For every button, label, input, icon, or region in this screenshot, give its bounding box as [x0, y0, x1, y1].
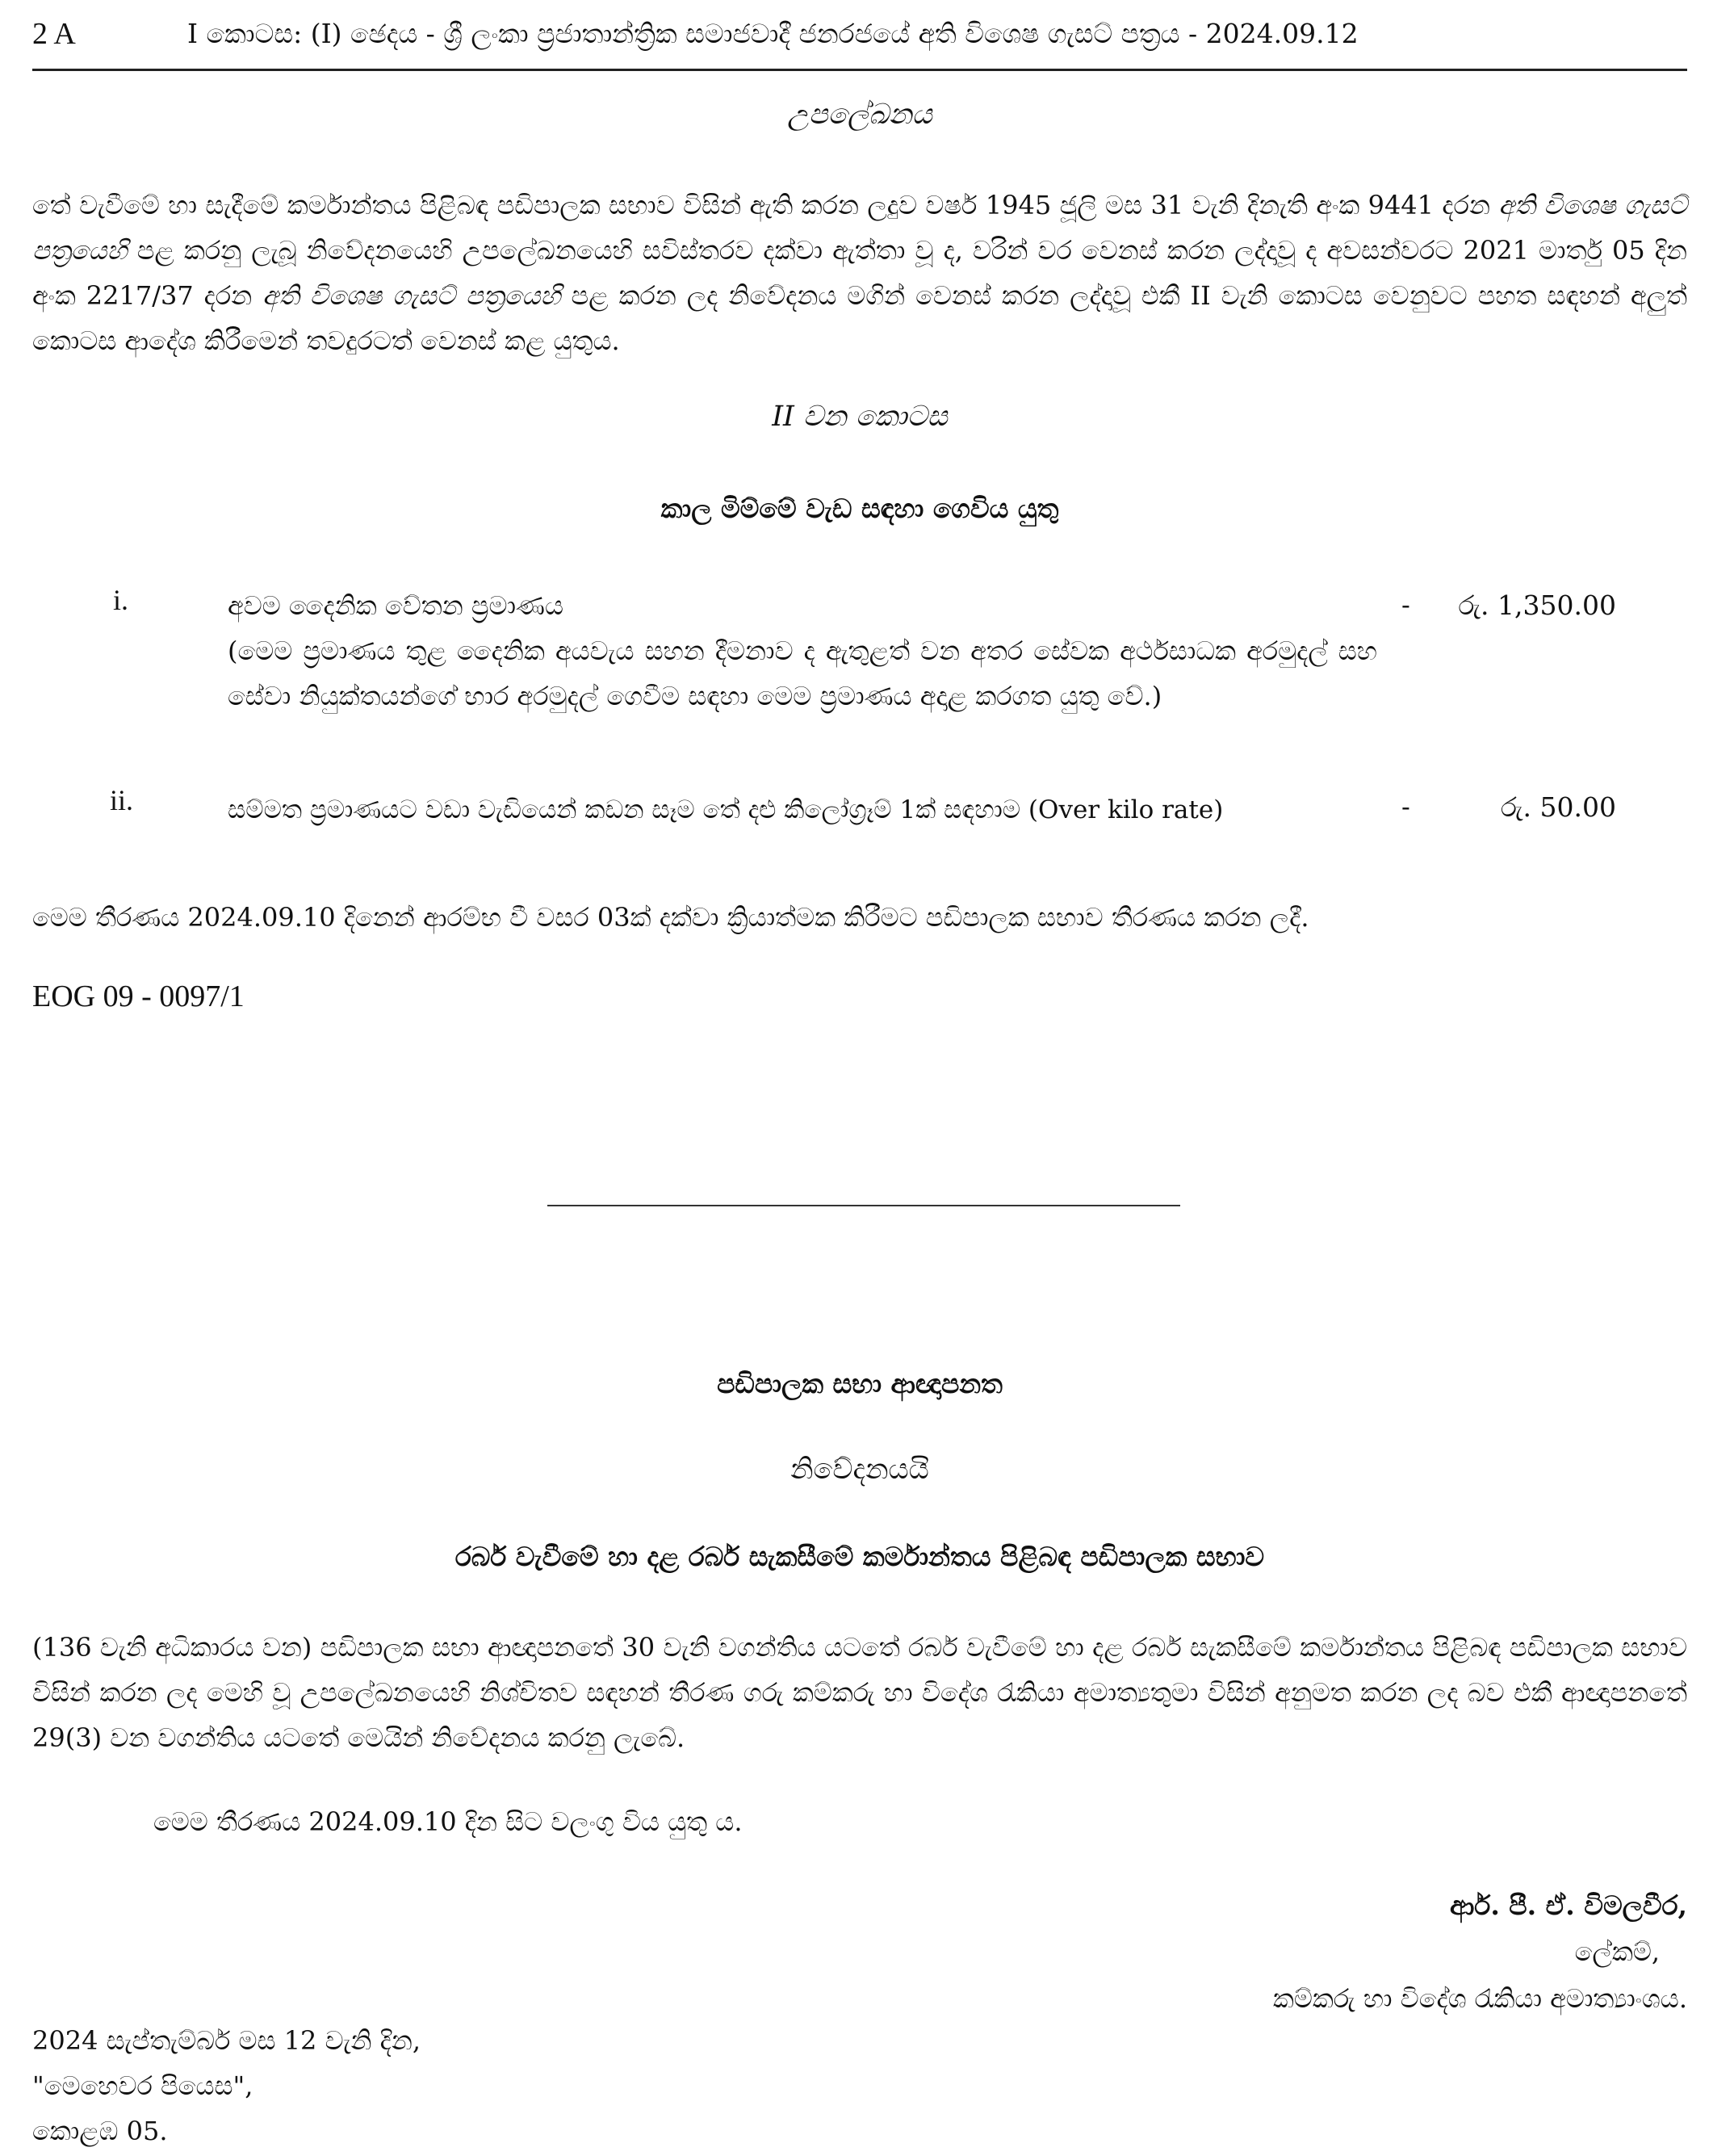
signatory-ministry: කම්කරු හා විදේශ රැකියා අමාත්‍යාංශය.: [1272, 1983, 1687, 2014]
intro-gazette-ref-1: අති විශෙෂ ගැසට් පත්‍රයෙහි: [32, 190, 1687, 266]
decision-text: මෙම තීරණය 2024.09.10 දිනෙන් ආරම්භ වී වසර 03ක් දක්වා ක්‍රියාත්මක කිරීමට පඩිපාලක සභාව තීරණය කරන ලදී.: [32, 902, 1309, 933]
item-dash: -: [1401, 589, 1410, 620]
sub-heading: කාල මිම්මේ වැඩ සඳහා ගෙවිය යුතු: [660, 493, 1059, 524]
signatory-name: ආර්. පී. ඒ. විමලවීර,: [1449, 1890, 1687, 1921]
item-note: (මෙම ප්‍රමාණය තුළ දෛනික අයවැය සහන දීමනාව ද ඇතුළත් වන අතර සේවක අර්ථසාධක අරමුදල් සහ සේවා නියුක්තයන්ගේ භාර අරමුදල් ගෙවීම සඳහා මෙම ප්‍රමාණය අදාළ කරගත යුතු වේ.): [228, 635, 1377, 711]
issue-city: කොළඹ 05.: [32, 2116, 168, 2146]
running-title: I කොටස: (I) ඡෙදය - ශ්‍රී ලංකා ප්‍රජාතාන්ත්‍රික සමාජවාදී ජනරජයේ අති විශෙෂ ගැසට් පත්‍රය - 2024.09.12: [187, 18, 1359, 49]
item-number: i.: [113, 584, 129, 616]
intro-text-2: පළ කරනු ලැබූ නිවේදනයෙහි උපලේඛනයෙහි සවිස්තරව දක්වා ඇත්තා වූ ද, වරින් වර වෙනස් කරන ලද්දාවූ ද අවසන්වරට 2021 මාර්තු 05 දින අංක 2217/37 දරන: [32, 235, 1687, 311]
issue-building: "මෙහෙවර පියෙස",: [32, 2070, 253, 2101]
schedule-heading: උපලේඛනය: [787, 99, 932, 131]
issue-date: 2024 සැප්තැම්බර් මස 12 වැනි දින,: [32, 2025, 421, 2056]
item-title: අවම දෛනික වේතන ප්‍රමාණය: [228, 590, 563, 621]
notice-subtitle: නිවේදනයයි: [790, 1453, 929, 1486]
page-number: 2 A: [32, 17, 76, 51]
item-amount: රු. 50.00: [1500, 791, 1616, 823]
section-divider: [547, 1205, 1180, 1206]
reference-number: EOG 09 - 0097/1: [32, 979, 245, 1013]
part-heading: II වන කොටස: [772, 401, 948, 433]
item-dash: -: [1401, 791, 1410, 822]
intro-text-1: තේ වැවීමේ හා සැදීමේ කර්මාන්තය පිළිබඳ පඩිපාලක සභාව විසින් ඇති කරන ලදුව වර්ෂ 1945 ජූලි මස 31 වැනි දිනැති අංක 9441 දරන: [32, 190, 1499, 220]
wages-board-name: රබර් වැවීමේ හා දළ රබර් සැකසීමේ කර්මාන්තය පිළිබඳ පඩිපාලක සභාව: [454, 1541, 1265, 1572]
notice-body: (136 වැනි අධිකාරය වන) පඩිපාලක සභා ආඥාපනතේ 30 වැනි වගන්තිය යටතේ රබර් වැවීමේ හා දළ රබර් සැකසීමේ කර්මාන්තය පිළිබඳ පඩිපාලක සභාව විසින් කරන ලද මෙහි වූ උපලේඛනයෙහි නිශ්චිතව සඳහන් තීරණ ගරු කම්කරු හා විදේශ රැකියා අමාත්‍යතුමා විසින් අනුමත කරන ලද බව එකී ආඥාපනතේ 29(3) වන වගන්තිය යටතේ මෙයින් නිවේදනය කරනු ලැබේ.: [32, 1632, 1687, 1753]
schedule-intro-paragraph: [32, 182, 1687, 363]
intro-text-3: පළ කරන ලද නිවේදනය මගින් වෙනස් කරන ලද්දාවූ එකී II වැනි කොටස වෙනුවට පහත සඳහන් අලුත් කොටස ආදේශ කිරීමෙන් තවදුරටත් වෙනස් කළ යුතුය.: [32, 280, 1687, 356]
item-amount: රු. 1,350.00: [1458, 589, 1616, 621]
intro-gazette-ref-2: අති විශෙෂ ගැසට් පත්‍රයෙහි: [262, 280, 561, 311]
header-rule: [32, 69, 1687, 71]
notice-title: පඩිපාලක සභා ආඥාපනත: [717, 1368, 1003, 1399]
validity-statement: මෙම තීරණය 2024.09.10 දින සිට වලංගු විය යුතු ය.: [153, 1806, 743, 1837]
item-title: සම්මත ප්‍රමාණයට වඩා වැඩියෙන් කඩන සෑම තේ දළු කිලෝග්‍රෑම් 1ක් සඳහාම (Over kilo rate): [228, 795, 1224, 824]
item-number: ii.: [110, 784, 134, 816]
signatory-title: ලේකම්,: [1574, 1936, 1660, 1967]
